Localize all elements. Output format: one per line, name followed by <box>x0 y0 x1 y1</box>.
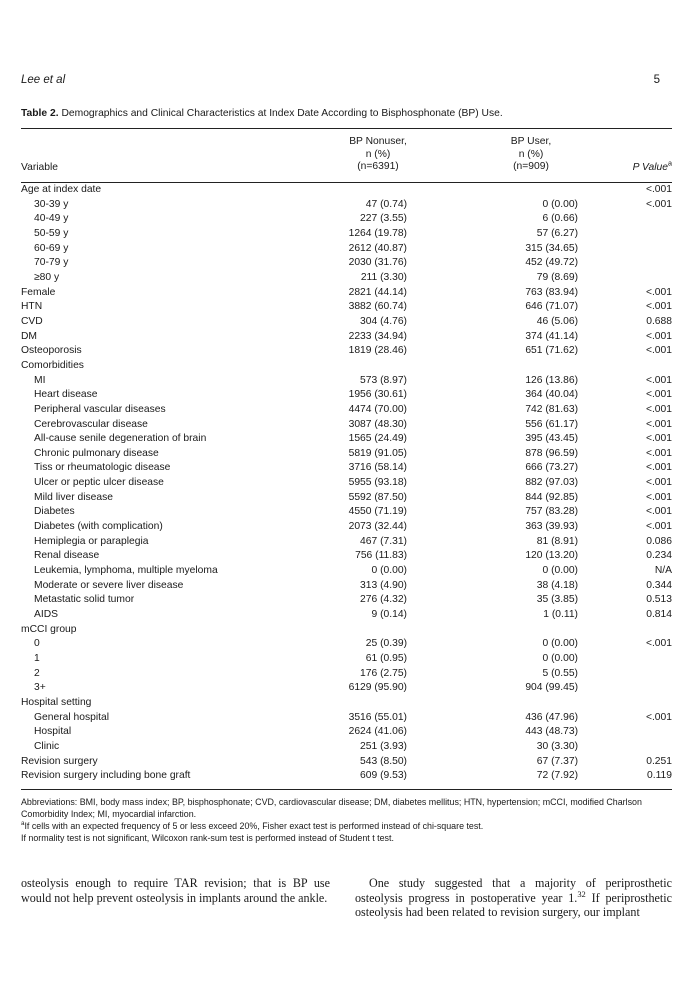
table-row <box>21 359 672 374</box>
cell-p-value: <.001 <box>645 433 672 445</box>
cell-variable: Hospital <box>34 726 72 738</box>
cell-bp-nonuser: 313 (4.90) <box>360 579 407 591</box>
cell-p-value: <.001 <box>645 491 672 503</box>
table-row <box>21 755 672 770</box>
citation-ref: 32 <box>577 888 586 899</box>
cell-bp-nonuser: 2073 (32.44) <box>348 521 407 533</box>
table-row <box>21 461 672 476</box>
cell-bp-user: 436 (47.96) <box>525 711 578 723</box>
cell-bp-nonuser: 304 (4.76) <box>360 315 407 327</box>
cell-bp-nonuser: 5592 (87.50) <box>348 491 407 503</box>
cell-p-value <box>578 623 672 638</box>
cell-p-value: <.001 <box>645 418 672 430</box>
cell-p-value <box>578 696 672 711</box>
table-row <box>21 330 672 345</box>
cell-bp-user: 1 (0.11) <box>543 609 578 621</box>
table-row <box>21 344 672 359</box>
cell-bp-user: 6 (0.66) <box>542 213 578 225</box>
cell-variable: Heart disease <box>34 389 98 401</box>
cell-p-value <box>578 227 672 242</box>
cell-p-value: <.001 <box>645 330 672 342</box>
cell-variable: 1 <box>34 653 40 664</box>
cell-variable: 3+ <box>34 682 46 694</box>
col-header-pvalue <box>632 158 672 175</box>
cell-bp-nonuser: 2821 (44.14) <box>348 286 407 298</box>
cell-p-value: N/A <box>654 565 672 577</box>
cell-bp-nonuser: 6129 (95.90) <box>348 682 407 694</box>
table-row <box>21 227 672 242</box>
cell-variable: MI <box>34 374 46 386</box>
body-text-right-column <box>355 876 672 920</box>
cell-bp-nonuser <box>253 623 407 638</box>
cell-bp-user: 882 (97.03) <box>525 477 578 489</box>
cell-variable: HTN <box>21 301 43 313</box>
cell-variable: General hospital <box>34 711 109 723</box>
table-row <box>21 256 672 271</box>
cell-bp-user <box>407 359 578 374</box>
cell-bp-nonuser: 573 (8.97) <box>360 374 407 386</box>
cell-variable: Peripheral vascular diseases <box>34 403 166 415</box>
cell-p-value <box>578 212 672 227</box>
col-header-nonuser-line2: n (%) <box>365 148 391 160</box>
cell-bp-nonuser: 3087 (48.30) <box>348 418 407 430</box>
cell-bp-nonuser: 3716 (58.14) <box>348 462 407 474</box>
cell-variable: Mild liver disease <box>34 491 113 503</box>
cell-p-value: 0.251 <box>646 755 672 767</box>
cell-p-value: 0.119 <box>646 770 672 782</box>
table-row <box>21 271 672 286</box>
table-row <box>21 535 672 550</box>
body-text-right-end: If periprosthetic osteolysis had been related to revision surgery, our implant <box>355 890 672 919</box>
cell-bp-nonuser: 2624 (41.06) <box>348 726 407 738</box>
cell-bp-user: 315 (34.65) <box>525 242 578 254</box>
cell-bp-nonuser: 176 (2.75) <box>360 667 407 679</box>
table-row <box>21 286 672 301</box>
cell-bp-user: 38 (4.18) <box>536 579 578 591</box>
cell-bp-nonuser: 2030 (31.76) <box>348 257 407 269</box>
cell-variable: CVD <box>21 315 43 327</box>
cell-p-value <box>578 359 672 374</box>
cell-variable: Comorbidities <box>21 359 84 371</box>
cell-variable: 40-49 y <box>34 213 69 225</box>
cell-bp-nonuser <box>253 183 407 198</box>
table-row <box>21 637 672 652</box>
running-head <box>21 74 660 92</box>
cell-bp-nonuser: 4474 (70.00) <box>348 403 407 415</box>
table-row <box>21 593 672 608</box>
footnote-abbreviations: Abbreviations: BMI, body mass index; BP, bisphosphonate; CVD, cardiovascular disease; DM, diabetes mellitus; HTN, hypertension; mCCI, modified Charlson Comorbidity Index; MI, myocardial infarction. <box>21 797 642 819</box>
cell-bp-nonuser: 227 (3.55) <box>360 213 407 225</box>
body-text-right-start: One study suggested that a majority of periprosthetic osteolysis progress in postoperative year 1. <box>355 876 672 905</box>
table-caption-text: Demographics and Clinical Characteristics at Index Date According to Bisphosphonate (BP) Use. <box>61 108 503 119</box>
cell-bp-user: 374 (41.14) <box>525 330 578 342</box>
cell-p-value <box>578 652 672 667</box>
cell-variable: Tiss or rheumatologic disease <box>34 462 171 474</box>
cell-bp-nonuser: 3882 (60.74) <box>348 301 407 313</box>
cell-bp-user: 35 (3.85) <box>536 594 578 606</box>
table-row <box>21 374 672 389</box>
table-row <box>21 725 672 740</box>
cell-p-value: <.001 <box>645 711 672 723</box>
cell-bp-user: 126 (13.86) <box>525 374 578 386</box>
cell-bp-user: 72 (7.92) <box>536 770 578 782</box>
cell-p-value <box>578 740 672 755</box>
table-row <box>21 212 672 227</box>
cell-bp-user: 364 (40.04) <box>525 389 578 401</box>
table-row <box>21 183 672 198</box>
running-head-author: Lee et al <box>21 74 66 86</box>
cell-variable: mCCI group <box>21 623 77 635</box>
cell-p-value: 0.234 <box>646 550 672 562</box>
cell-bp-nonuser: 5819 (91.05) <box>348 447 407 459</box>
table-row <box>21 476 672 491</box>
cell-p-value <box>578 667 672 682</box>
cell-variable: All-cause senile degeneration of brain <box>34 433 207 445</box>
cell-bp-user: 30 (3.30) <box>536 740 578 752</box>
cell-bp-user: 81 (8.91) <box>536 535 578 547</box>
cell-bp-user: 120 (13.20) <box>525 550 578 562</box>
cell-bp-nonuser: 1819 (28.46) <box>348 345 407 357</box>
cell-bp-nonuser: 47 (0.74) <box>365 198 407 210</box>
cell-variable: AIDS <box>34 609 59 621</box>
cell-bp-nonuser <box>253 359 407 374</box>
cell-variable: Renal disease <box>34 550 100 562</box>
table-row <box>21 652 672 667</box>
table-row <box>21 740 672 755</box>
cell-variable: Clinic <box>34 740 60 752</box>
cell-variable: Metastatic solid tumor <box>34 594 135 606</box>
cell-p-value: 0.086 <box>646 535 672 547</box>
table-row <box>21 403 672 418</box>
cell-bp-user: 79 (8.69) <box>536 271 578 283</box>
cell-bp-user <box>407 623 578 638</box>
table-row <box>21 418 672 433</box>
cell-bp-user: 0 (0.00) <box>542 565 578 577</box>
cell-bp-user: 757 (83.28) <box>525 506 578 518</box>
cell-variable: Revision surgery <box>21 755 98 767</box>
col-header-user-line3: (n=909) <box>513 161 549 173</box>
col-header-nonuser-line1: BP Nonuser, <box>349 136 407 147</box>
cell-bp-user: 763 (83.94) <box>525 286 578 298</box>
cell-variable: Moderate or severe liver disease <box>34 579 184 591</box>
table-row <box>21 505 672 520</box>
table-footnotes <box>21 796 672 844</box>
cell-bp-nonuser: 25 (0.39) <box>365 638 407 650</box>
table-row <box>21 315 672 330</box>
cell-variable: 0 <box>34 638 40 650</box>
table-bottom-rule <box>21 789 672 790</box>
cell-variable: 30-39 y <box>34 198 69 210</box>
cell-p-value: <.001 <box>645 374 672 386</box>
cell-p-value: 0.344 <box>646 579 672 591</box>
col-header-nonuser <box>313 136 443 174</box>
table-row <box>21 579 672 594</box>
cell-p-value <box>578 271 672 286</box>
table-row <box>21 447 672 462</box>
col-header-pvalue-label: P Value <box>632 162 668 173</box>
col-header-user-line2: n (%) <box>518 148 544 160</box>
cell-bp-user: 395 (43.45) <box>525 433 578 445</box>
cell-variable: Female <box>21 286 56 298</box>
cell-p-value: <.001 <box>645 521 672 533</box>
cell-p-value: <.001 <box>645 389 672 401</box>
table-row <box>21 242 672 257</box>
table-row <box>21 769 672 784</box>
cell-bp-user: 443 (48.73) <box>525 726 578 738</box>
cell-bp-nonuser: 9 (0.14) <box>371 609 407 621</box>
cell-bp-user: 742 (81.63) <box>525 403 578 415</box>
cell-bp-user <box>407 183 578 198</box>
table-caption-label: Table 2. <box>21 108 59 119</box>
cell-bp-nonuser: 2233 (34.94) <box>348 330 407 342</box>
footnote-a-marker: a <box>21 820 25 828</box>
col-header-variable: Variable <box>21 162 59 173</box>
cell-p-value <box>578 725 672 740</box>
col-header-user <box>476 136 586 174</box>
table-row <box>21 300 672 315</box>
cell-p-value: <.001 <box>645 184 672 195</box>
cell-bp-user: 0 (0.00) <box>542 198 578 210</box>
table-top-rule <box>21 128 672 129</box>
cell-bp-user: 904 (99.45) <box>525 682 578 694</box>
cell-p-value: <.001 <box>645 345 672 357</box>
cell-p-value: <.001 <box>645 638 672 650</box>
cell-p-value: 0.814 <box>646 609 672 621</box>
cell-p-value: <.001 <box>645 506 672 518</box>
cell-bp-user: 0 (0.00) <box>542 653 578 664</box>
cell-p-value: 0.513 <box>646 594 672 606</box>
col-header-nonuser-line3: (n=6391) <box>357 161 399 173</box>
cell-p-value <box>578 256 672 271</box>
cell-variable: Osteoporosis <box>21 345 82 357</box>
cell-variable: Revision surgery including bone graft <box>21 770 191 782</box>
cell-p-value: <.001 <box>645 301 672 313</box>
cell-p-value: <.001 <box>645 462 672 474</box>
cell-bp-user: 46 (5.06) <box>536 315 578 327</box>
data-table <box>21 183 672 784</box>
table-row <box>21 667 672 682</box>
table-row <box>21 491 672 506</box>
cell-variable: Ulcer or peptic ulcer disease <box>34 477 164 489</box>
cell-bp-user: 67 (7.37) <box>536 755 578 767</box>
table-row <box>21 608 672 623</box>
cell-bp-user: 844 (92.85) <box>525 491 578 503</box>
cell-variable: 60-69 y <box>34 242 69 254</box>
footnote-a-text: If cells with an expected frequency of 5 or less exceed 20%, Fisher exact test is performed instead of chi-square test. <box>24 821 484 831</box>
cell-variable: DM <box>21 330 38 342</box>
cell-bp-nonuser: 4550 (71.19) <box>348 506 407 518</box>
footnote-a <box>21 820 672 832</box>
cell-variable: Hemiplegia or paraplegia <box>34 535 149 547</box>
cell-bp-user: 5 (0.55) <box>542 667 578 679</box>
cell-bp-nonuser: 251 (3.93) <box>360 740 407 752</box>
table-row <box>21 549 672 564</box>
cell-bp-nonuser: 1565 (24.49) <box>348 433 407 445</box>
cell-bp-user: 452 (49.72) <box>525 257 578 269</box>
cell-variable: 2 <box>34 667 40 679</box>
cell-bp-nonuser: 756 (11.83) <box>355 550 407 562</box>
cell-variable: Diabetes <box>34 506 75 518</box>
cell-bp-nonuser: 1264 (19.78) <box>348 227 407 239</box>
cell-bp-nonuser: 0 (0.00) <box>371 565 407 577</box>
cell-p-value: 0.688 <box>646 315 672 327</box>
table-row <box>21 623 672 638</box>
cell-bp-user: 57 (6.27) <box>536 227 578 239</box>
cell-p-value: <.001 <box>645 198 672 210</box>
cell-bp-user: 651 (71.62) <box>525 345 578 357</box>
cell-bp-user: 363 (39.93) <box>525 521 578 533</box>
table-caption <box>21 108 672 119</box>
cell-variable: Leukemia, lymphoma, multiple myeloma <box>34 565 218 577</box>
table-row <box>21 388 672 403</box>
table-row <box>21 432 672 447</box>
cell-p-value: <.001 <box>645 403 672 415</box>
cell-bp-nonuser: 2612 (40.87) <box>348 242 407 254</box>
cell-p-value <box>578 681 672 696</box>
col-header-pvalue-footnote-marker: a <box>667 158 672 168</box>
cell-p-value: <.001 <box>645 447 672 459</box>
cell-bp-nonuser: 5955 (93.18) <box>348 477 407 489</box>
table-row <box>21 681 672 696</box>
cell-variable: Hospital setting <box>21 696 92 708</box>
cell-bp-user: 0 (0.00) <box>542 638 578 650</box>
cell-variable: 70-79 y <box>34 257 69 269</box>
table-body <box>21 183 672 784</box>
cell-bp-nonuser: 467 (7.31) <box>360 535 407 547</box>
cell-bp-nonuser <box>253 696 407 711</box>
col-header-user-line1: BP User, <box>510 136 552 147</box>
cell-bp-user: 878 (96.59) <box>525 447 578 459</box>
cell-variable: Age at index date <box>21 184 102 195</box>
cell-bp-nonuser: 211 (3.30) <box>360 271 407 283</box>
cell-variable: 50-59 y <box>34 227 69 239</box>
cell-bp-nonuser: 276 (4.32) <box>360 594 407 606</box>
cell-p-value: <.001 <box>645 286 672 298</box>
table-row <box>21 198 672 213</box>
cell-p-value: <.001 <box>645 477 672 489</box>
cell-bp-nonuser: 543 (8.50) <box>360 755 407 767</box>
cell-bp-user: 556 (61.17) <box>525 418 578 430</box>
page-number: 5 <box>653 74 660 86</box>
cell-bp-nonuser: 3516 (55.01) <box>348 711 407 723</box>
body-text-left-column: osteolysis enough to require TAR revision; that is BP use would not help prevent osteolysis in implants around the ankle. <box>21 876 330 905</box>
cell-bp-user <box>407 696 578 711</box>
cell-variable: Diabetes (with complication) <box>34 521 163 533</box>
cell-bp-nonuser: 1956 (30.61) <box>348 389 407 401</box>
cell-bp-nonuser: 61 (0.95) <box>365 653 407 664</box>
table-row <box>21 711 672 726</box>
cell-bp-user: 646 (71.07) <box>525 301 578 313</box>
footnote-b: If normality test is not significant, Wilcoxon rank-sum test is performed instead of Student t test. <box>21 833 394 843</box>
cell-p-value <box>578 242 672 257</box>
cell-variable: Cerebrovascular disease <box>34 418 148 430</box>
cell-bp-user: 666 (73.27) <box>525 462 578 474</box>
table-row <box>21 696 672 711</box>
table-row <box>21 520 672 535</box>
cell-bp-nonuser: 609 (9.53) <box>360 770 407 782</box>
table-row <box>21 564 672 579</box>
cell-variable: Chronic pulmonary disease <box>34 447 159 459</box>
cell-variable: ≥80 y <box>34 271 60 283</box>
table-header <box>21 136 672 182</box>
